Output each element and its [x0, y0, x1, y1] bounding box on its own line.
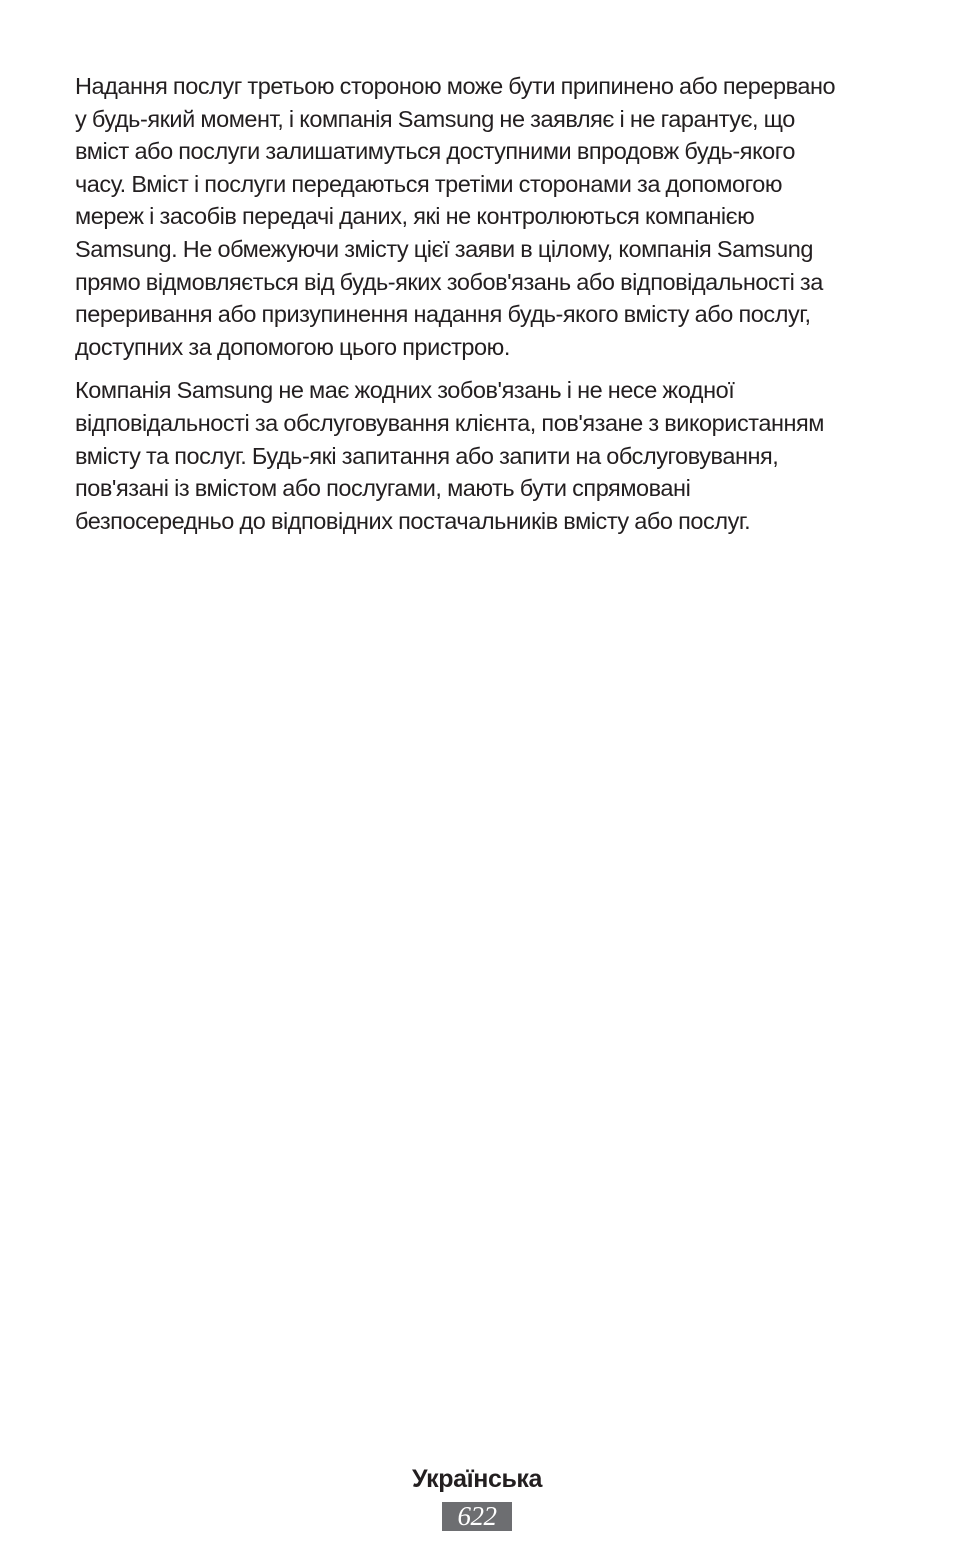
text-line: Компанія Samsung не має жодних зобов'язань і не несе жодної — [75, 377, 735, 404]
text-line: безпосередньо до відповідних постачальників вмісту або послуг. — [75, 507, 751, 534]
text-line: вмісту та послуг. Будь-які запитання або запити на обслуговування, — [75, 442, 779, 469]
text-line: доступних за допомогою цього пристрою. — [75, 333, 510, 360]
text-line: вміст або послуги залишатимуться доступними впродовж будь-якого — [75, 138, 796, 165]
paragraph-third-party-services — [75, 70, 883, 363]
footer-language-label: Українська — [411, 1465, 543, 1493]
text-line: у будь-який момент, і компанія Samsung не заявляє і не гарантує, що — [75, 105, 795, 132]
text-line: часу. Вміст і послуги передаються третіми сторонами за допомогою — [75, 170, 783, 197]
text-line: мереж і засобів передачі даних, які не контролюються компанією — [75, 203, 755, 230]
text-line: Надання послуг третьою стороною може бути припинено або перервано — [75, 73, 836, 99]
text-line: переривання або призупинення надання будь-якого вмісту або послуг, — [75, 301, 811, 328]
text-line: прямо відмовляється від будь-яких зобов'язань або відповідальності за — [75, 268, 823, 295]
text-line: відповідальності за обслуговування клієнта, пов'язане з використанням — [75, 409, 824, 436]
document-body — [75, 70, 883, 548]
page-footer — [0, 1462, 954, 1531]
text-line: Samsung. Не обмежуючи змісту цієї заяви в цілому, компанія Samsung — [75, 235, 813, 262]
paragraph-customer-service — [75, 374, 883, 537]
text-line: пов'язані із вмістом або послугами, мають бути спрямовані — [75, 475, 691, 502]
page-number-badge: 622 — [442, 1502, 512, 1531]
